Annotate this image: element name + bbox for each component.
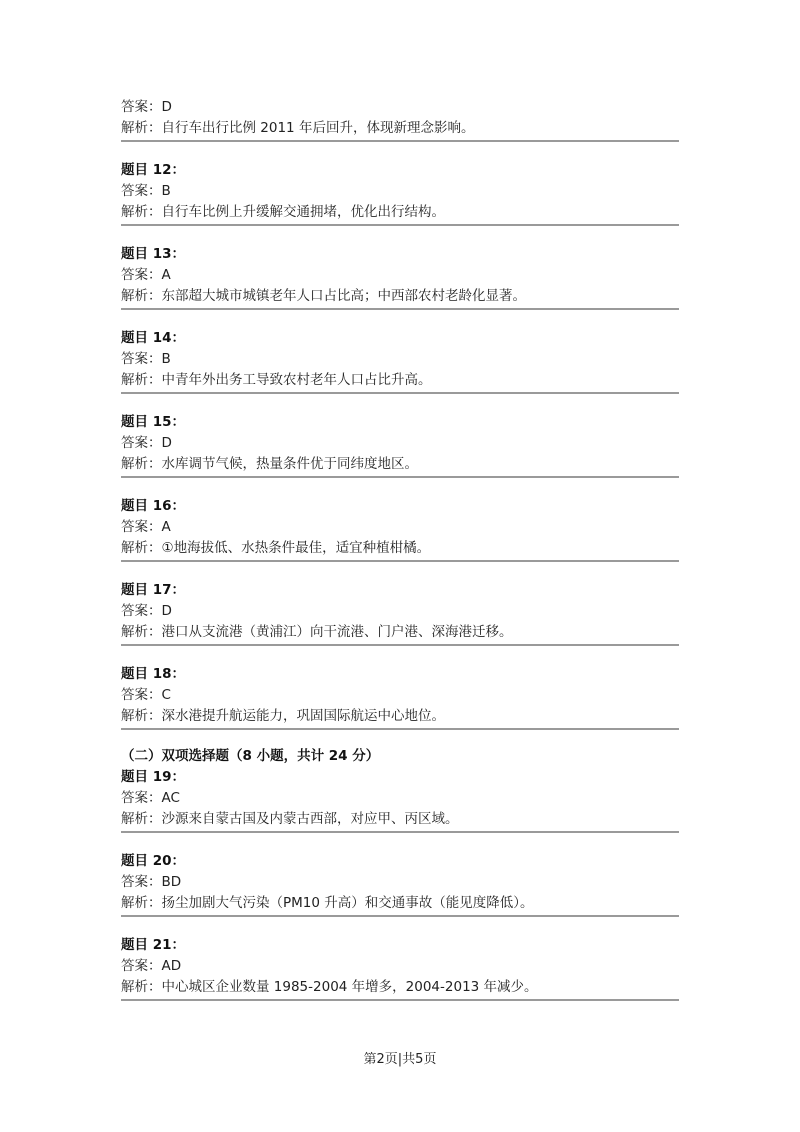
divider — [121, 392, 679, 394]
answer-line: 答案：C — [121, 687, 171, 703]
question-title: 题目 17： — [121, 582, 185, 598]
question-13-block — [121, 244, 679, 310]
answer-line: 答案：B — [121, 351, 171, 367]
answer-line: 答案：AD — [121, 958, 182, 974]
divider — [121, 308, 679, 310]
answer-line: 答案：D — [121, 435, 172, 451]
question-title: 题目 15： — [121, 414, 185, 430]
analysis-line: 解析：扬尘加剧大气污染（PM10 升高）和交通事故（能见度降低）。 — [121, 895, 534, 911]
question-title: 题目 12： — [121, 162, 185, 178]
analysis-line: 解析：中心城区企业数量 1985-2004 年增多，2004-2013 年减少。 — [121, 979, 538, 995]
analysis-line: 解析：自行车比例上升缓解交通拥堵，优化出行结构。 — [121, 204, 445, 220]
question-title: 题目 13： — [121, 246, 185, 262]
analysis-line: 解析：①地海拔低、水热条件最佳，适宜种植柑橘。 — [121, 540, 431, 556]
question-title: 题目 21： — [121, 937, 185, 953]
question-12-block — [121, 160, 679, 226]
question-17-block — [121, 580, 679, 646]
answer-line: 答案：BD — [121, 874, 182, 890]
analysis-line: 解析：水库调节气候，热量条件优于同纬度地区。 — [121, 456, 418, 472]
answer-line: 答案：A — [121, 519, 171, 535]
question-18-block — [121, 664, 679, 730]
page-number: 第2页|共5页 — [363, 1052, 437, 1067]
divider — [121, 476, 679, 478]
answer-line: 答案：B — [121, 183, 171, 199]
analysis-line: 解析：自行车出行比例 2011 年后回升，体现新理念影响。 — [121, 120, 475, 136]
question-15-block — [121, 412, 679, 478]
answer-line: 答案：D — [121, 99, 172, 115]
divider — [121, 140, 679, 142]
question-20-block — [121, 851, 679, 917]
question-16-block — [121, 496, 679, 562]
question-11-block — [121, 97, 679, 142]
question-title: 题目 19： — [121, 769, 185, 785]
section-heading: （二）双项选择题（8 小题，共计 24 分） — [121, 748, 380, 764]
analysis-line: 解析：沙源来自蒙古国及内蒙古西部，对应甲、丙区域。 — [121, 811, 459, 827]
divider — [121, 560, 679, 562]
divider — [121, 915, 679, 917]
divider — [121, 224, 679, 226]
question-19-block — [121, 767, 679, 833]
question-title: 题目 14： — [121, 330, 185, 346]
divider — [121, 728, 679, 730]
analysis-line: 解析：深水港提升航运能力，巩固国际航运中心地位。 — [121, 708, 445, 724]
analysis-line: 解析：港口从支流港（黄浦江）向干流港、门户港、深海港迁移。 — [121, 624, 513, 640]
question-title: 题目 16： — [121, 498, 185, 514]
answer-key-content — [121, 97, 679, 1019]
question-title: 题目 20： — [121, 853, 185, 869]
answer-line: 答案：A — [121, 267, 171, 283]
divider — [121, 999, 679, 1001]
question-21-block — [121, 935, 679, 1001]
question-14-block — [121, 328, 679, 394]
divider — [121, 831, 679, 833]
divider — [121, 644, 679, 646]
analysis-line: 解析：东部超大城市城镇老年人口占比高；中西部农村老龄化显著。 — [121, 288, 526, 304]
analysis-line: 解析：中青年外出务工导致农村老年人口占比升高。 — [121, 372, 432, 388]
answer-line: 答案：D — [121, 603, 172, 619]
question-title: 题目 18： — [121, 666, 185, 682]
answer-line: 答案：AC — [121, 790, 180, 806]
